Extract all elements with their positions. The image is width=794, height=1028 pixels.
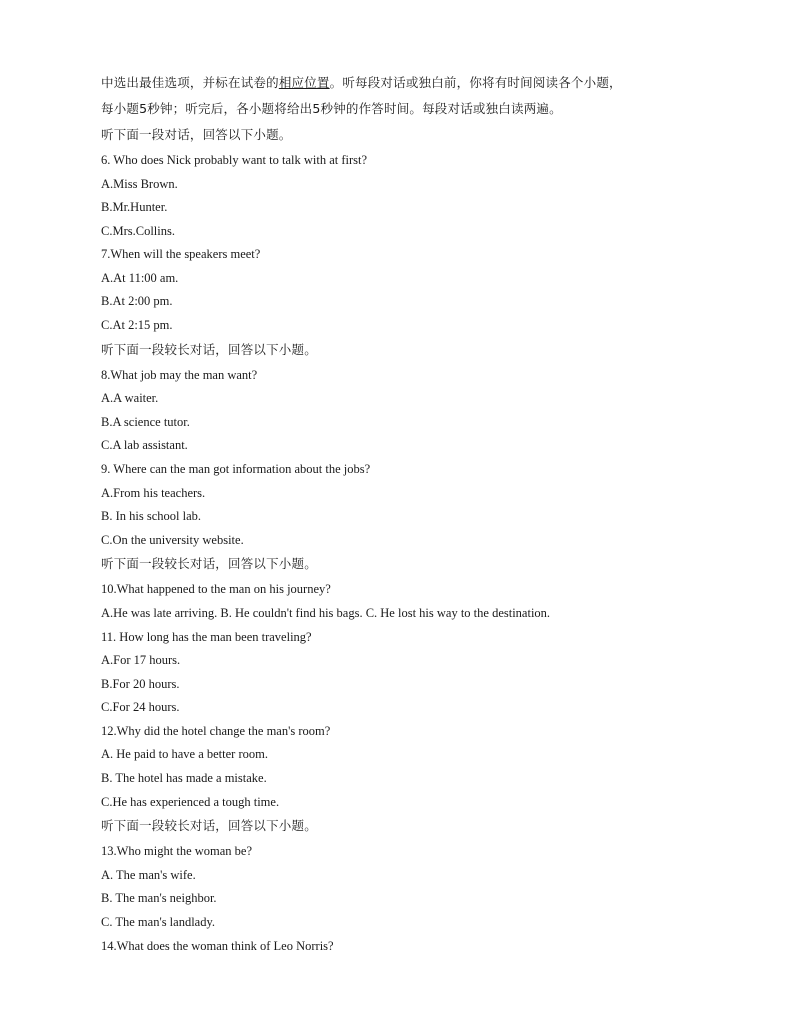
question-stem: 8.What job may the man want?	[101, 368, 258, 382]
option-b: B.At 2:00 pm.	[101, 294, 173, 308]
question-stem: 11. How long has the man been traveling?	[101, 630, 312, 644]
option-a: A. The man's wife.	[101, 868, 196, 882]
question-stem: 7.When will the speakers meet?	[101, 247, 261, 261]
section-heading: 听下面一段较长对话，回答以下小题。	[101, 342, 317, 357]
question-stem: 14.What does the woman think of Leo Norris?	[101, 939, 334, 953]
option-b: B. The hotel has made a mistake.	[101, 771, 267, 785]
section-heading: 听下面一段较长对话，回答以下小题。	[101, 818, 317, 833]
option-c: C.A lab assistant.	[101, 438, 188, 452]
question-stem: 9. Where can the man got information about the jobs?	[101, 462, 371, 476]
question-stem: 6. Who does Nick probably want to talk with at first?	[101, 153, 368, 167]
section-heading: 听下面一段较长对话，回答以下小题。	[101, 556, 317, 571]
option-b: B.For 20 hours.	[101, 677, 180, 691]
option-a: A.At 11:00 am.	[101, 271, 179, 285]
option-b: B. In his school lab.	[101, 509, 201, 523]
option-a: A. He paid to have a better room.	[101, 747, 268, 761]
question-stem: 13.Who might the woman be?	[101, 844, 253, 858]
option-a: A.From his teachers.	[101, 486, 206, 500]
option-a: A.Miss Brown.	[101, 177, 178, 191]
intro-line-2: 每小题5秒钟；听完后，各小题将给出5秒钟的作答时间。每段对话或独白读两遍。	[101, 101, 562, 116]
option-c: C.He has experienced a tough time.	[101, 795, 280, 809]
intro-text: 中选出最佳选项，并标在试卷的	[101, 75, 279, 90]
option-b: B. The man's neighbor.	[101, 891, 217, 905]
option-c: C.Mrs.Collins.	[101, 224, 175, 238]
question-stem: 12.Why did the hotel change the man's room?	[101, 724, 331, 738]
option-a: A.A waiter.	[101, 391, 159, 405]
option-c: C.At 2:15 pm.	[101, 318, 173, 332]
option-c: C. The man's landlady.	[101, 915, 216, 929]
option-a: A.For 17 hours.	[101, 653, 181, 667]
option-b: B.A science tutor.	[101, 415, 190, 429]
options-line: A.He was late arriving. B. He couldn't find his bags. C. He lost his way to the destination.	[101, 606, 551, 620]
intro-text: 。听每段对话或独白前，你将有时间阅读各个小题，	[329, 75, 622, 90]
question-stem: 10.What happened to the man on his journey?	[101, 582, 331, 596]
intro-line-1	[101, 75, 622, 91]
section-heading: 听下面一段对话，回答以下小题。	[101, 127, 292, 142]
option-b: B.Mr.Hunter.	[101, 200, 168, 214]
underlined-text: 相应位置	[278, 75, 330, 90]
option-c: C.On the university website.	[101, 533, 244, 547]
option-c: C.For 24 hours.	[101, 700, 180, 714]
